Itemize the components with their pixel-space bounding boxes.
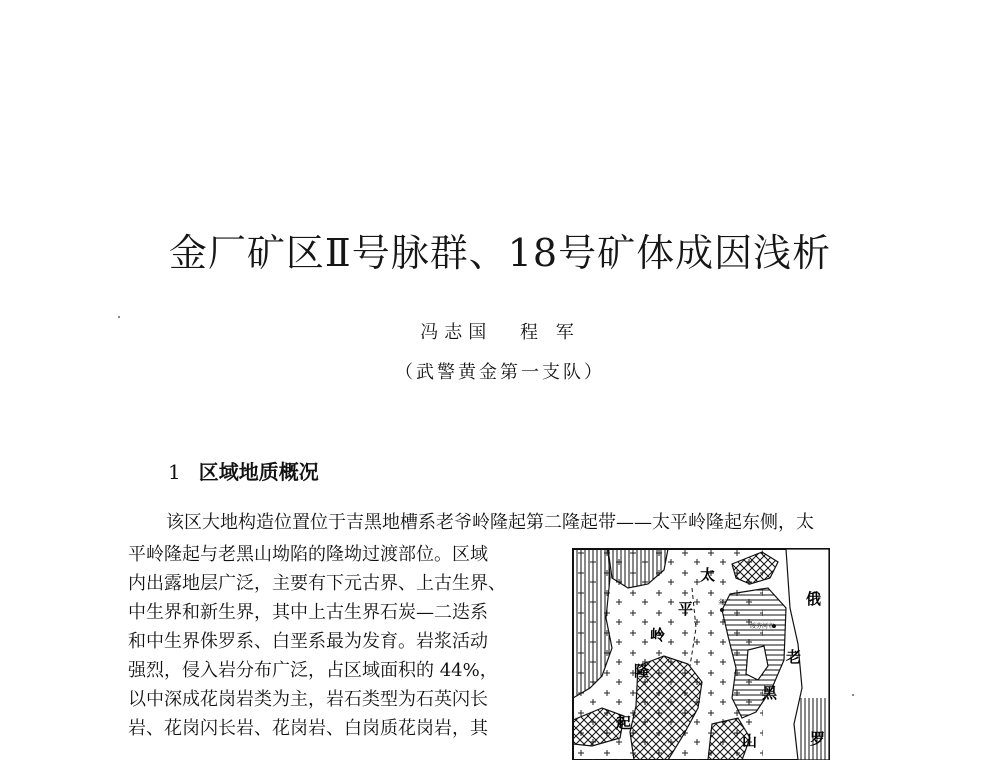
map-label: 山: [742, 732, 758, 750]
scan-speck: [852, 694, 854, 696]
map-label: 太: [700, 566, 716, 584]
map-label: 老: [786, 648, 802, 666]
body-paragraph: [128, 540, 548, 743]
map-label: 起: [616, 714, 632, 732]
map-label: 罗: [810, 730, 826, 748]
body-first-line: 该区大地构造位置位于吉黑地槽系老爷岭隆起第二隆起带——太平岭隆起东侧，太: [166, 512, 814, 533]
body-line: 以中深成花岗岩类为主，岩石类型为石英闪长: [128, 689, 488, 710]
body-line: 和中生界侏罗系、白垩系最为发育。岩浆活动: [128, 631, 488, 652]
author-name: 冯志国: [420, 322, 493, 343]
body-line: 中生界和新生界，其中上古生界石炭—二迭系: [128, 602, 488, 623]
map-label: 隆: [634, 662, 650, 680]
geology-map-figure: [572, 548, 830, 760]
body-line: 平岭隆起与老黑山坳陷的隆坳过渡部位。区域: [128, 544, 488, 565]
town-marker: [720, 608, 724, 612]
town-label: 绥芬河市: [750, 623, 775, 630]
body-line: 岩、花岗闪长岩、花岗岩、白岗质花岗岩，其: [128, 718, 488, 739]
scan-speck: [118, 316, 120, 318]
section-heading: [168, 456, 319, 485]
body-line: 强烈，侵入岩分布广泛，占区域面积的 44%，: [128, 660, 498, 681]
section-number: 1: [168, 460, 181, 484]
map-label: 黑: [762, 684, 778, 702]
author-name: 程 军: [520, 322, 580, 343]
section-title: 区域地质概况: [198, 460, 319, 484]
town-label: 金厂: [718, 599, 731, 606]
strata-area: [798, 698, 829, 760]
map-label: 岭: [650, 626, 666, 644]
map-label: 俄: [806, 590, 822, 608]
map-label: 平: [678, 600, 694, 618]
body-line: 内出露地层广泛，主要有下元古界、上古生界、: [128, 573, 506, 594]
paper-title: 金厂矿区Ⅱ号脉群、18号矿体成因浅析: [168, 231, 832, 275]
author-list: [0, 318, 1000, 344]
author-affiliation: （武警黄金第一支队）: [395, 362, 605, 383]
